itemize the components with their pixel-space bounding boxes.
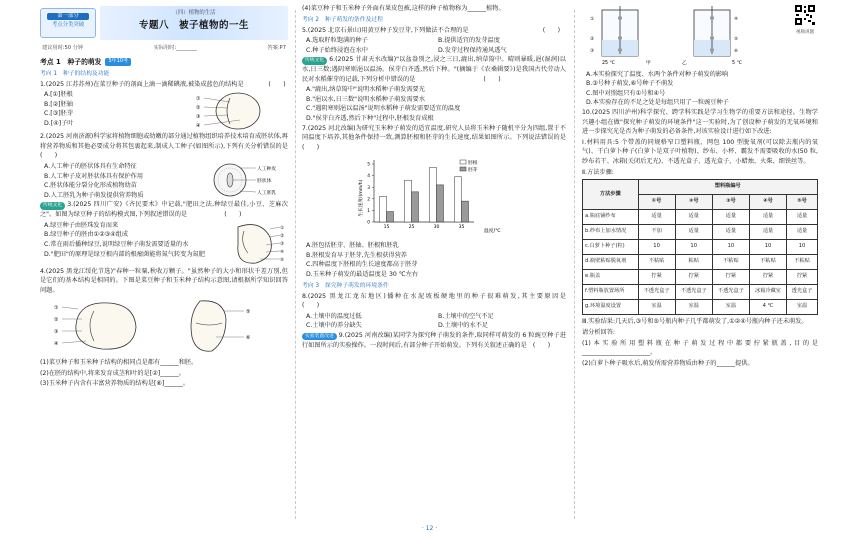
q9-option-a: A.本实验探究了温度、水两个条件对种子萌发的影响: [586, 70, 729, 78]
chart-xlabel: 温度/℃: [484, 228, 501, 234]
badge-line1: 第一部分: [47, 13, 89, 20]
bean-seed-figure: [190, 90, 280, 132]
table-cell: 拧紧: [638, 270, 675, 285]
time-suggest: 建议用时:50 分钟: [42, 45, 84, 51]
table-cell: 不加: [638, 225, 675, 240]
chart-x-tick-label: 25: [408, 224, 415, 230]
q1-option-d: D.[④]子叶: [44, 120, 74, 128]
embryoid-shape: [227, 173, 233, 187]
growth-rate-chart: [302, 154, 566, 238]
table-cell: 粘贴: [675, 255, 712, 270]
qr-label: 视频讲题: [796, 29, 814, 35]
q7-option-d: D.玉米种子萌发的最适温度是 30 ℃左右: [306, 270, 419, 278]
q3-stem: 3.(2025 四川广安)《齐民要术》中记载,"肥田之法,种绿豆最佳,小豆、芝麻次之"。如图为绿豆种子的结构模式图,下列叙述错误的是 ( ): [40, 201, 288, 219]
chart-y-tick-label: 0: [367, 220, 370, 226]
table-cell: 10: [787, 240, 818, 255]
q10-sub-1: (1)本实验所用塑料瓶在种子萌发过程中都要拧紧瓶盖,目的是______________________。: [582, 339, 818, 357]
q5-option-d: D.发芽过程保持通风透气: [438, 46, 507, 54]
table-cell: 10: [675, 240, 712, 255]
q4-label-1: ①: [54, 304, 59, 311]
chart-x-tick-label: 35: [458, 224, 465, 230]
q8-stem: 8.(2025 黑龙江龙东地区)播种在水泥坡板硬地里的种子很难萌发,其主要原因是 ( ): [302, 292, 616, 310]
q4-label-5: ⑤: [246, 308, 251, 315]
q1-stem: 1.(2025 江苏苏州)在菜豆种子的剖面上滴一滴稀碘液,被染成蓝色的结构是 ( ): [40, 80, 286, 88]
table-cell: 拧紧: [749, 270, 786, 285]
chart-bar: [437, 184, 444, 221]
q3-label-5: ⑤: [280, 257, 285, 263]
legend-swatch-bud: [460, 167, 466, 171]
q4-label-2: ②: [54, 316, 59, 323]
q4-sub-4: (4)菜豆种子和玉米种子外面有果皮包被,这样的种子植物称为______植物。: [302, 5, 505, 12]
chart-bar: [412, 191, 419, 221]
q4-sub-1: (1)菜豆种子和玉米种子结构的相同点是都有______和胚。: [40, 359, 198, 367]
table-cell: 不透光盒子: [675, 285, 712, 300]
q9-pill: 实验装置改进: [302, 333, 337, 340]
q1-label-1: ①: [196, 96, 201, 103]
table-cell: 4 ℃: [749, 300, 786, 315]
direction-1: 考向 1 种子的结构及功能: [40, 70, 110, 77]
table-cell: 适量: [787, 210, 818, 225]
table-cell: 适量: [675, 225, 712, 240]
q3-option-c: C.常在雨后播种绿豆,说明绿豆种子萌发需要适量的水: [44, 240, 189, 248]
q2-option-c: C.胚状体能分裂分化形成植物幼苗: [44, 182, 137, 190]
table-cell: 适量: [787, 225, 818, 240]
table-cell: 不粘贴: [749, 255, 786, 270]
fig-label-6: ⑥: [734, 49, 739, 54]
q5-option-a: A.选取籽粒饱满的种子: [306, 37, 368, 45]
table-step-cell: d.瓶壁粘贴脱氧剂: [583, 255, 639, 270]
table-step-cell: b.纱布上加水情况: [583, 225, 639, 240]
mung-bean-figure: [230, 221, 286, 267]
banner-subtitle: （四）植物的生活: [172, 10, 216, 16]
q8-option-d: D.土壤中的水不足: [438, 322, 489, 330]
q6-stem: 6.(2025 甘肃天水改编)"以盆盎别之,浸之三日,漉出,纳草篅中。晴则暴暖,浥(湿润)以水,日三数;遇阴寒则浥以温汤。侯芽白齐透,然后下种。"(摘编于《农桑辑要》)是我国古代劳动人民对水稻催芽的记载,下列分析中错误的是 ( ): [302, 56, 566, 83]
page-title: 专题八 被子植物的一生: [138, 20, 249, 32]
q3-option-a: A.绿豆种子由胚珠发育而来: [44, 221, 119, 229]
fig-label-1: ①: [590, 17, 595, 22]
table-cell: 适量: [712, 225, 749, 240]
qr-block[interactable]: [792, 4, 818, 37]
direction-2: 考向 2 种子萌发的条件及过程: [302, 16, 383, 23]
table-cell: 不透光盒子: [638, 285, 675, 300]
table-cell: 拧紧: [787, 270, 818, 285]
q9-option-d: D.本实验存在的不足之处是每组只用了一粒豌豆种子: [586, 99, 729, 107]
time-actual: 实际用时:________: [153, 45, 197, 51]
chart-bar: [430, 167, 437, 222]
q4-label-3: ③: [54, 328, 59, 335]
q2-option-d: D.人工胚乳为种子萌发提供营养物质: [44, 191, 144, 199]
q5-option-c: C.种子始终浸泡在水中: [306, 46, 368, 54]
kp1-heading: [40, 57, 288, 68]
q4-stem: 4.(2025 黑龙江绥化节选)"春种一粒粟,秋收万颗子。"虽然种子的大小和形状千差万别,但是它们的基本结构是相同的。下图是菜豆种子和玉米种子结构示意图,请根据所学知识回答问题。: [40, 267, 288, 294]
table-cell: 适量: [675, 210, 712, 225]
question-5: [302, 26, 566, 56]
table-cell: 适量: [749, 225, 786, 240]
table-body: [583, 210, 818, 315]
time-bar: [40, 44, 288, 52]
table-step-cell: f.塑料瓶放置场所: [583, 285, 639, 300]
q10-analyze: 请分析回答:: [582, 328, 616, 336]
q6-option-d: D."侯芽白齐透,然后下种"过程中,胚根发育成根: [306, 115, 434, 123]
q7-option-b: B.胚根发育早于胚芽,先生根获得营养: [306, 251, 407, 259]
page-number: · 12 ·: [421, 524, 438, 532]
q6-stem-wrap: [302, 55, 566, 84]
q2-option-a: A.人工种子的胚状体具有生命特征: [44, 163, 137, 171]
q3-label-2: ②: [280, 233, 285, 239]
q8-option-c: C.土壤中的养分缺失: [306, 322, 362, 330]
q3-stem-wrap: [40, 200, 288, 219]
table-cell: 室温: [787, 300, 818, 315]
table-cell: 不粘贴: [638, 255, 675, 270]
q2-stem: 2.(2025 河南济源)科学家将植物细胞或幼嫩的部分通过植物组织培养技术培育成胚状体,再将营养物质和其他必要成分将其包裹起来,制成人工种子(如图所示),下列有关分析错误的是 ( ): [40, 133, 301, 160]
q9-option-b: B.③号种子萌发,⑥号种子不萌发: [586, 80, 674, 88]
table-cell: 适量: [749, 210, 786, 225]
q3-option-b: B.绿豆种子的胚由①②③④组成: [44, 231, 129, 239]
q4-sub-3: (3)玉米种子内含有丰富营养物质的结构是[⑥]______。: [40, 380, 190, 388]
table-cell: 10: [712, 240, 749, 255]
chart-bar: [387, 211, 394, 221]
q10-steps-heading: Ⅱ.方法步骤:: [582, 168, 614, 176]
part-badge: [40, 8, 96, 38]
q9-stem: 9.(2025 河南改编)某同学为探究种子萌发的条件,取同样可萌发的 6 粒豌豆种子进行如图所示的实验操作。一段时间后,有部分种子开始萌发。下列有关叙述正确的是 ( ): [302, 331, 566, 349]
page-header: [40, 4, 288, 40]
table-head-group: 塑料瓶编号: [638, 180, 817, 195]
table-cell: 10: [749, 240, 786, 255]
table-step-cell: a.瓶底铺纱布: [583, 210, 639, 225]
q5-option-b: B.提供适宜的发芽温度: [438, 37, 500, 45]
question-1: [40, 80, 288, 133]
q9-option-c: C.图中对照组只有①号和④号: [586, 89, 666, 97]
table-cell: 不粘贴: [712, 255, 749, 270]
q1-option-b: B.[②]胚轴: [44, 100, 73, 108]
chart-y-tick-label: 1: [367, 208, 370, 214]
q1-label-2: ②: [196, 105, 201, 112]
table-row: [583, 300, 818, 315]
chart-bar: [380, 196, 387, 222]
question-3: [40, 200, 288, 266]
table-head-steps: 方法步骤: [583, 180, 639, 210]
fig-label-4: ④: [734, 17, 739, 22]
q10-sub-2: (2)白萝卜种子吸水后,萌发所需营养物质由种子的______提供。: [582, 359, 754, 367]
table-num-1: ①号: [638, 195, 675, 210]
table-row: [583, 240, 818, 255]
table-step-cell: e.瓶盖: [583, 270, 639, 285]
table-row: [583, 285, 818, 300]
q9-stem-wrap: [302, 331, 566, 350]
chart-bar: [462, 201, 469, 222]
q10-materials: Ⅰ.材料用具:5 个带盖的同规格窄口塑料瓶、网包 100 型脱氧剂(可以除去瓶内的氧气)、干白萝卜种子(白萝卜是双子叶植物)、纱布、小杯、霸发不需要吸收的水(50 粒,纱布若干、冰箱(关闭后无光)、不透光盒子、透光盒子、小蜡烛、火柴、细铁丝等。: [582, 138, 818, 166]
table-cell: 拧紧: [675, 270, 712, 285]
fig-temp-a: 25 ℃: [602, 61, 616, 66]
table-num-3: ③号: [712, 195, 749, 210]
table-step-cell: g.环境温度设置: [583, 300, 639, 315]
q7-option-c: C.四种温度下胚根的生长速度都高于胚芽: [306, 261, 418, 269]
table-cell: 室温: [638, 300, 675, 315]
q6-pill: 传统文化: [302, 57, 327, 64]
table-cell: 透光盒子: [787, 285, 818, 300]
mung-bean-outline: [238, 224, 272, 263]
question-4: [40, 267, 288, 389]
table-cell: 适量: [712, 210, 749, 225]
bean-seed-drawing: [76, 302, 136, 348]
table-step-cell: c.白萝卜种子(粒): [583, 240, 639, 255]
table-cell: 不粘贴: [787, 255, 818, 270]
chart-y-tick-label: 5: [367, 162, 370, 168]
q6-option-b: B."浥以水,日三数"说明水稻种子萌发需要水: [306, 95, 426, 103]
chart-x-tick-label: 15: [383, 224, 390, 230]
q3-label-1: ①: [280, 225, 285, 231]
q1-option-c: C.[③]胚芽: [44, 110, 74, 118]
q3-label-3: ③: [280, 241, 285, 247]
q3-option-d: D."肥田"的原理是绿豆根内部的根瘤菌能将氮气转变为氮肥: [44, 250, 205, 258]
fig-group-a: 甲: [646, 61, 651, 66]
chart-y-tick-label: 2: [367, 196, 370, 202]
q7-option-a: A.胚包括胚芽、胚轴、胚根和胚乳: [306, 242, 399, 250]
chart-bar: [455, 176, 462, 221]
artificial-seed-figure: [200, 162, 286, 198]
question-2: [40, 132, 301, 200]
experiment-table: [582, 179, 818, 315]
legend-swatch-root: [460, 160, 466, 164]
bean-corn-seed-figure: [40, 297, 286, 355]
q5-stem: 5.(2025 北京石景山)用黄豆种子发豆芽,下列做法不合理的是 ( ): [302, 26, 560, 34]
legend-label-root: 胚根: [468, 160, 478, 166]
fig-label-5: ⑤: [734, 37, 739, 42]
fig-temp-b: 5 ℃: [732, 61, 742, 66]
kp1-title: 考点 1 种子的萌发: [40, 58, 102, 67]
table-cell: 冰箱冷藏室: [749, 285, 786, 300]
q7-stem: 7.(2025 河北改编)为研究玉米种子萌发的适宜温度,研究人员将玉米种子随机平分为四组,置于不同温度下培养,其他条件保持一致,测算胚根和胚芽的生长速度,结果如图所示。下列说法错误的是 ( ): [302, 124, 659, 151]
corn-seed-drawing: [191, 300, 226, 350]
q4-label-4: ④: [54, 340, 59, 347]
q1-label-4: ④: [196, 123, 201, 130]
bean-seed-outline: [216, 93, 260, 129]
q10-stem: 10.(2025 四川泸州)科学探究、跨学科实践是学习生物学的重要方法和途径。生物学兴趣小组在做"探究种子萌发的环境条件"这一实验时,为了创设种子萌发的无氧环境和进一步探究光是否为种子萌发的必备条件,对该实验设计进行如下改进:: [582, 109, 818, 136]
table-cell: 拧紧: [712, 270, 749, 285]
table-num-2: ②号: [675, 195, 712, 210]
badge-line2: 考点分类突破: [51, 22, 85, 29]
qr-code-icon[interactable]: [794, 4, 816, 26]
q1-option-a: A.[①]胚根: [44, 91, 73, 99]
q3-pill: 传统文化: [40, 202, 65, 209]
q2-label-endosperm: 人工胚乳: [257, 191, 277, 197]
legend-label-bud: 胚芽: [468, 167, 478, 173]
direction-3: 考向 3 探究种子萌发的环境条件: [302, 282, 389, 289]
table-cell: 适量: [638, 210, 675, 225]
table-row: [583, 225, 818, 240]
pea-experiment-figure: [582, 4, 778, 66]
q2-option-b: B.人工种子皮对胚状体具有保护作用: [44, 172, 144, 180]
fig-group-b: 乙: [682, 61, 687, 66]
chart-ylabel: 生长速度/(mm/h): [359, 179, 364, 216]
kp1-tag: 5年10考: [105, 58, 131, 66]
q3-label-4: ④: [280, 249, 285, 255]
table-row: [583, 255, 818, 270]
question-6: [302, 55, 566, 123]
q10-results: Ⅲ.实验结果:几天后,③号和⑤号瓶内种子几乎都萌发了,①②④号瓶内种子还未萌发。: [582, 318, 808, 326]
table-row: [583, 210, 818, 225]
chart-x-tick-label: 30: [433, 224, 440, 230]
q6-option-a: A."漉出,纳草篅中"说明水稻种子萌发需要光: [306, 86, 425, 94]
fig-label-3: ③: [590, 49, 595, 54]
table-cell: 10: [638, 240, 675, 255]
q4-label-6: ⑥: [246, 334, 251, 341]
column-right: [582, 4, 818, 369]
chart-bars: [380, 167, 469, 222]
table-cell: 室温: [675, 300, 712, 315]
table-cell: 室温: [712, 300, 749, 315]
q2-label-coat: 人工种皮: [257, 167, 277, 173]
table-num-5: ⑤号: [787, 195, 818, 210]
q8-option-a: A.土壤中的温度过低: [306, 312, 362, 320]
table-num-4: ④号: [749, 195, 786, 210]
table-cell: 不透光盒子: [712, 285, 749, 300]
chart-y-tick-label: 3: [367, 185, 370, 191]
fig-label-2: ②: [590, 37, 595, 42]
q6-option-c: C."遇阴寒则浥以温汤"说明水稻种子萌发需要适宜的温度: [306, 105, 461, 113]
topic-banner: [100, 6, 288, 40]
q4-sub-2: (2)在胚的结构中,将来发育成茎和叶的是[②]______。: [40, 369, 185, 377]
chart-bar: [405, 180, 412, 222]
answer-page: 答案:P7: [267, 45, 286, 51]
column-left: [40, 4, 301, 390]
question-10: [582, 108, 818, 368]
question-9: [302, 331, 566, 350]
chart-y-tick-label: 4: [367, 173, 370, 179]
q2-label-embryoid: 胚状体: [257, 179, 272, 185]
q8-option-b: B.土壤中的空气不足: [438, 312, 494, 320]
q1-label-3: ③: [196, 114, 201, 121]
table-row: [583, 270, 818, 285]
